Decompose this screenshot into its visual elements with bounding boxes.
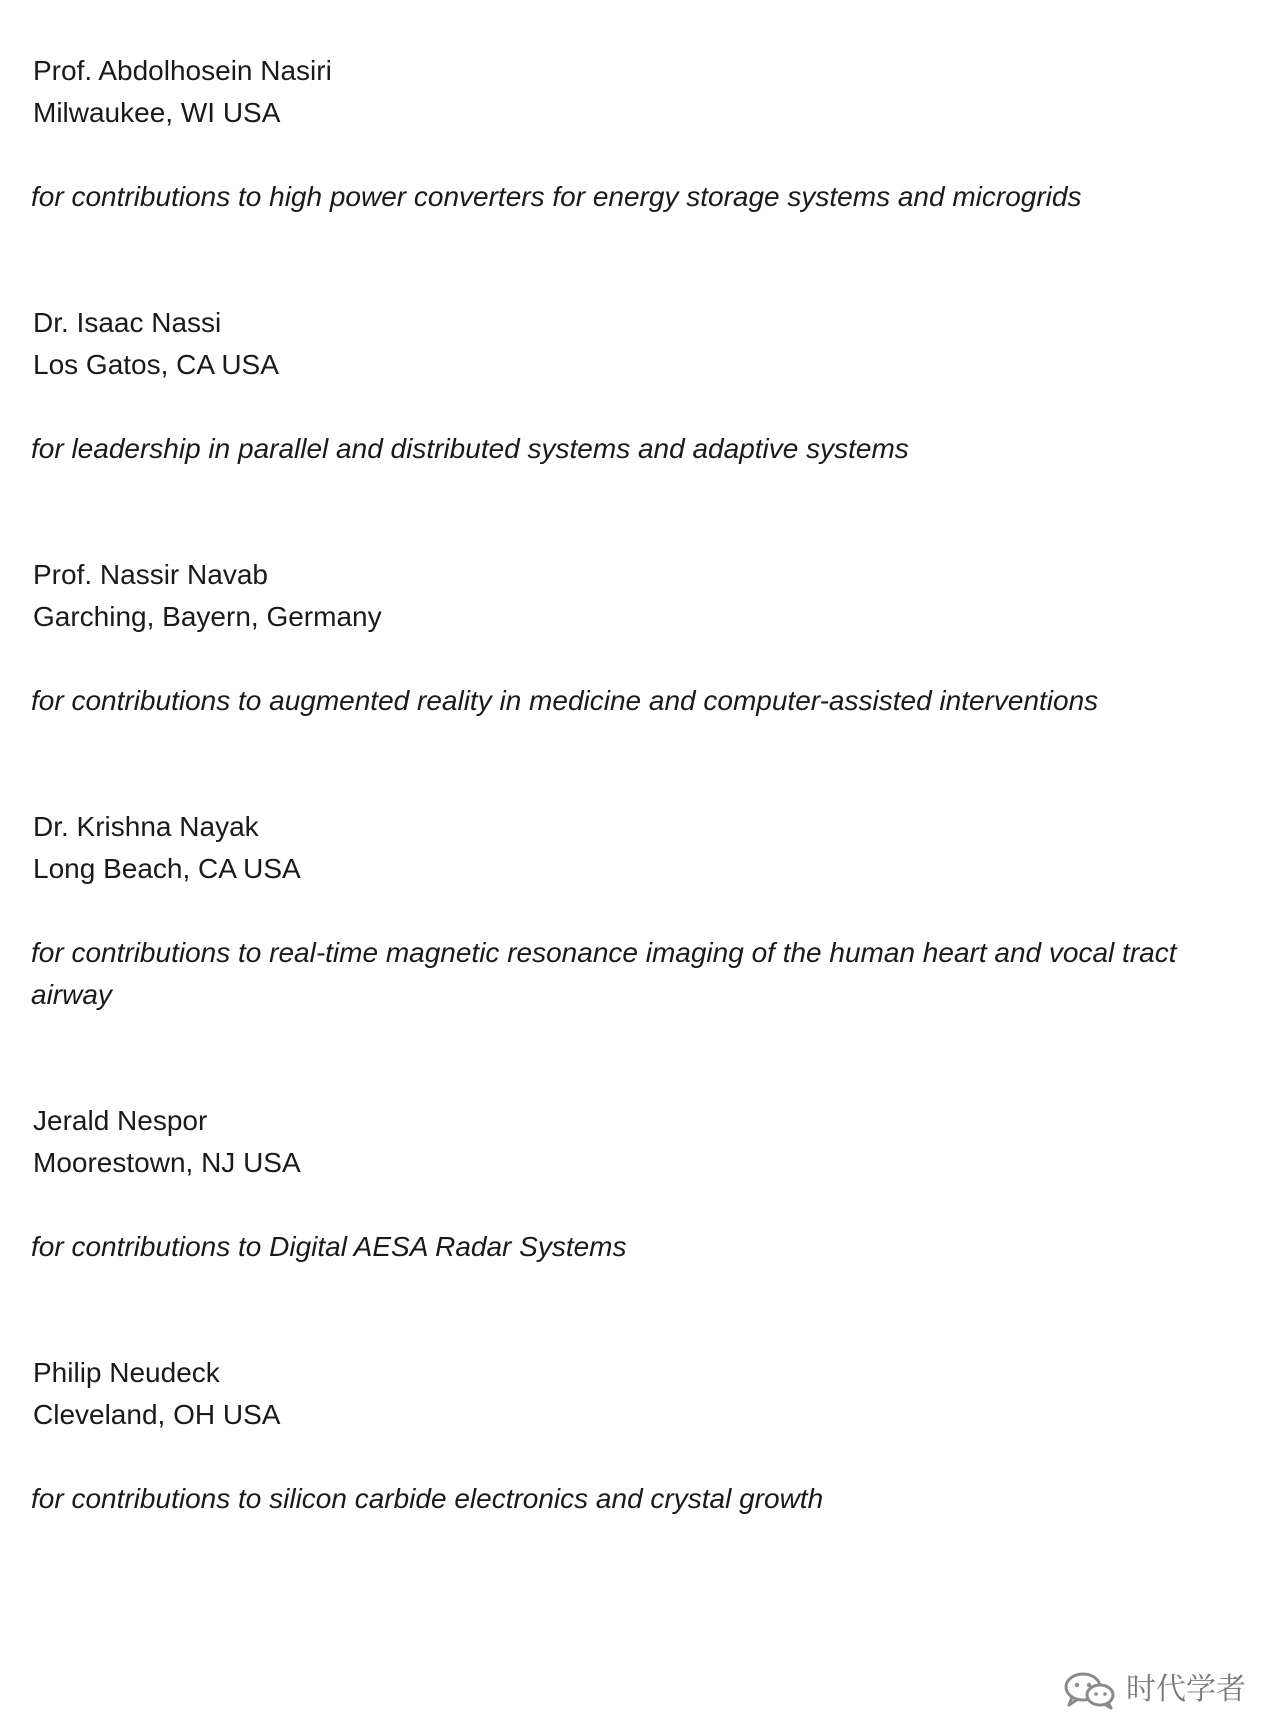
fellow-location: Los Gatos, CA USA <box>33 349 279 380</box>
fellow-citation: for contributions to high power converters for energy storage systems and microgrids <box>31 181 1082 212</box>
fellow-location: Garching, Bayern, Germany <box>33 601 382 632</box>
wechat-icon <box>1062 1670 1118 1710</box>
fellow-entry <box>33 302 1253 386</box>
fellow-location: Moorestown, NJ USA <box>33 1147 301 1178</box>
fellow-entry <box>33 1100 1253 1184</box>
fellow-citation: for contributions to real-time magnetic resonance imaging of the human heart and vocal tract airway <box>31 937 1177 1010</box>
fellow-location: Cleveland, OH USA <box>33 1399 281 1430</box>
fellow-name: Prof. Abdolhosein Nasiri <box>33 55 332 86</box>
fellow-citation: for contributions to silicon carbide electronics and crystal growth <box>31 1483 824 1514</box>
fellow-entry <box>33 1352 1253 1436</box>
fellow-entry <box>33 806 1253 890</box>
fellow-name: Dr. Isaac Nassi <box>33 307 222 338</box>
fellow-entry <box>33 50 1253 134</box>
fellow-citation: for leadership in parallel and distributed systems and adaptive systems <box>31 433 909 464</box>
fellow-name: Dr. Krishna Nayak <box>33 811 259 842</box>
fellow-name: Prof. Nassir Navab <box>33 559 268 590</box>
watermark-text: 时代学者 <box>1126 1672 1246 1707</box>
watermark <box>1062 1668 1246 1712</box>
fellow-name: Philip Neudeck <box>33 1357 220 1388</box>
fellow-location: Long Beach, CA USA <box>33 853 301 884</box>
fellow-entry <box>33 554 1253 638</box>
fellow-citation: for contributions to Digital AESA Radar Systems <box>31 1231 627 1262</box>
fellow-citation: for contributions to augmented reality in medicine and computer-assisted interventions <box>31 685 1099 716</box>
fellow-location: Milwaukee, WI USA <box>33 97 281 128</box>
fellow-name: Jerald Nespor <box>33 1105 208 1136</box>
